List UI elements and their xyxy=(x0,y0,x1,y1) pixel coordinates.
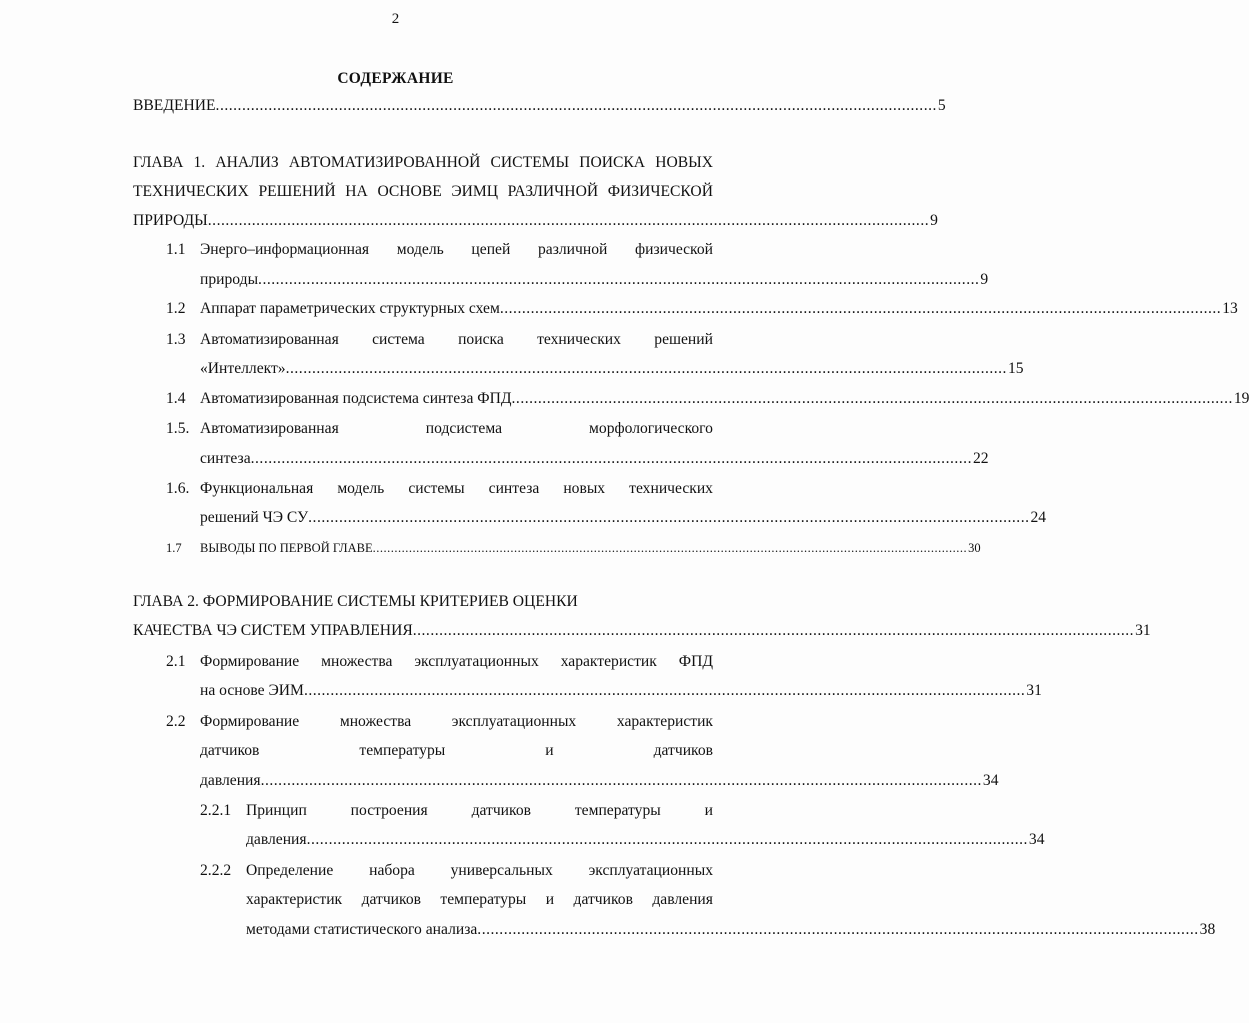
toc-word: характеристик xyxy=(616,713,713,730)
toc-section-1-7 xyxy=(200,538,981,558)
toc-word: Автоматизированная xyxy=(200,331,339,348)
toc-word: датчиков xyxy=(200,742,260,759)
toc-entry-label: КАЧЕСТВА ЧЭ СИСТЕМ УПРАВЛЕНИЯ xyxy=(133,622,413,639)
toc-section-number: 2.2.2 xyxy=(200,862,232,879)
toc-word: модель xyxy=(337,480,385,497)
toc-section-2-2-2-line-3 xyxy=(246,920,1216,940)
toc-word: Функциональная xyxy=(200,480,314,497)
toc-word: Формирование xyxy=(200,713,300,730)
toc-word: ГЛАВА xyxy=(133,154,184,171)
toc-word: температуры xyxy=(359,742,446,759)
toc-entry-intro xyxy=(133,96,946,116)
toc-page-number: 9 xyxy=(980,271,989,288)
toc-word: морфологического xyxy=(589,420,713,437)
toc-section-2-1-line-2 xyxy=(200,681,1042,701)
toc-word: поиска xyxy=(458,331,504,348)
toc-page-number: 34 xyxy=(982,772,999,789)
toc-word: датчиков xyxy=(471,802,531,819)
toc-page-number: 19 xyxy=(1233,390,1249,407)
toc-page-number: 15 xyxy=(1007,360,1024,377)
toc-section-2-2-1-line-2 xyxy=(246,830,1045,850)
toc-page-number: 34 xyxy=(1028,831,1045,848)
toc-leader: .................................................................................................................................................................... xyxy=(308,509,1030,526)
toc-word: датчиков xyxy=(361,891,421,908)
toc-section-1-4 xyxy=(200,389,1249,409)
toc-entry-label: Аппарат параметрических структурных схем xyxy=(200,300,500,317)
toc-section-2-2-line-2 xyxy=(200,741,713,761)
toc-entry-label: ВВЕДЕНИЕ xyxy=(133,97,216,114)
toc-word: Энерго–информационная xyxy=(200,241,370,258)
toc-word: РАЗЛИЧНОЙ xyxy=(507,183,599,200)
toc-section-2-2-line-1 xyxy=(200,712,713,732)
toc-entry-label: на основе ЭИМ xyxy=(200,682,304,699)
toc-leader: .................................................................................................................................................................... xyxy=(306,831,1028,848)
toc-word: Автоматизированная xyxy=(200,420,339,437)
toc-entry-label: методами статистического анализа xyxy=(246,921,478,938)
toc-entry-label: Автоматизированная подсистема синтеза ФПД xyxy=(200,390,512,407)
toc-page-number: 24 xyxy=(1030,509,1047,526)
toc-word: АВТОМАТИЗИРОВАННОЙ xyxy=(288,154,481,171)
toc-page-number: 13 xyxy=(1222,300,1238,317)
toc-section-1-5-line-1 xyxy=(200,419,713,439)
page-number: 2 xyxy=(391,11,400,27)
toc-word: цепей xyxy=(471,241,511,258)
toc-word: температуры xyxy=(574,802,661,819)
toc-word: ФИЗИЧЕСКОЙ xyxy=(607,183,713,200)
toc-word: температуры xyxy=(440,891,527,908)
toc-word: ФПД xyxy=(678,653,713,670)
toc-word: и xyxy=(545,742,554,759)
toc-leader: .................................................................................................................................................................... xyxy=(215,97,937,114)
toc-page-number: 22 xyxy=(972,450,989,467)
toc-word: различной xyxy=(538,241,608,258)
toc-chapter-2-line-1: ГЛАВА 2. ФОРМИРОВАНИЕ СИСТЕМЫ КРИТЕРИЕВ ОЦЕНКИ xyxy=(133,593,578,610)
toc-leader: .................................................................................................................................................................... xyxy=(499,300,1222,317)
toc-section-number: 2.2 xyxy=(166,713,186,730)
toc-chapter-1-line-2 xyxy=(133,182,713,202)
toc-word: системы xyxy=(408,480,465,497)
toc-word: система xyxy=(372,331,425,348)
toc-word: подсистема xyxy=(425,420,503,437)
toc-entry-label: давления xyxy=(246,831,307,848)
toc-section-2-2-2-line-2 xyxy=(246,890,713,910)
toc-word: Принцип xyxy=(246,802,307,819)
toc-word: АНАЛИЗ xyxy=(215,154,279,171)
toc-section-2-2-2-line-1 xyxy=(246,861,713,881)
toc-word: эксплуатационных xyxy=(451,713,577,730)
toc-section-number: 1.2 xyxy=(166,300,186,317)
toc-page-number: 5 xyxy=(937,97,946,114)
toc-word: модель xyxy=(396,241,444,258)
toc-word: СИСТЕМЫ xyxy=(490,154,570,171)
toc-section-number: 2.2.1 xyxy=(200,802,232,819)
toc-section-number: 1.6. xyxy=(166,480,190,497)
toc-section-2-1-line-1 xyxy=(200,652,713,672)
toc-chapter-2-line-2 xyxy=(133,621,1151,641)
toc-word: построения xyxy=(350,802,428,819)
toc-section-number: 1.4 xyxy=(166,390,186,407)
toc-word: Определение xyxy=(246,862,334,879)
toc-word: давления xyxy=(652,891,713,908)
toc-section-number: 2.1 xyxy=(166,653,186,670)
toc-word: новых xyxy=(563,480,606,497)
toc-word: универсальных xyxy=(450,862,553,879)
toc-leader: .................................................................................................................................................................... xyxy=(303,682,1026,699)
toc-chapter-1-line-1 xyxy=(133,153,713,173)
toc-word: ПОИСКА xyxy=(579,154,646,171)
toc-word: ЭИМЦ xyxy=(451,183,499,200)
toc-word: датчиков xyxy=(653,742,713,759)
toc-word: решений xyxy=(654,331,713,348)
toc-entry-label: решений ЧЭ СУ xyxy=(200,509,309,526)
toc-section-2-2-line-3 xyxy=(200,771,999,791)
toc-leader: .................................................................................................................................................................... xyxy=(511,390,1233,407)
toc-section-number: 1.1 xyxy=(166,241,186,258)
toc-section-2-2-1-line-1 xyxy=(246,801,713,821)
toc-entry-label: давления xyxy=(200,772,261,789)
toc-word: и xyxy=(545,891,555,908)
toc-section-1-1-line-2 xyxy=(200,270,989,290)
toc-word: множества xyxy=(339,713,412,730)
toc-word: ОСНОВЕ xyxy=(377,183,442,200)
toc-word: синтеза xyxy=(488,480,540,497)
toc-word: набора xyxy=(369,862,415,879)
toc-section-1-2 xyxy=(200,299,1238,319)
toc-word: 1. xyxy=(193,154,206,171)
toc-leader: .................................................................................................................................................................... xyxy=(477,921,1199,938)
toc-entry-label: ПРИРОДЫ xyxy=(133,212,208,229)
toc-word: эксплуатационных xyxy=(414,653,539,670)
toc-section-number: 1.7 xyxy=(166,541,182,555)
toc-word: ТЕХНИЧЕСКИХ xyxy=(133,183,249,200)
toc-section-1-3-line-2 xyxy=(200,359,1024,379)
toc-leader: .................................................................................................................................................................... xyxy=(258,271,980,288)
toc-page-number: 31 xyxy=(1026,682,1042,699)
toc-chapter-1-line-3 xyxy=(133,211,938,231)
toc-word: технических xyxy=(537,331,621,348)
toc-page-number: 38 xyxy=(1199,921,1216,938)
toc-section-1-5-line-2 xyxy=(200,449,989,469)
toc-section-1-6-line-2 xyxy=(200,508,1047,528)
toc-word: множества xyxy=(321,653,393,670)
toc-word: технических xyxy=(629,480,713,497)
toc-entry-label: ВЫВОДЫ ПО ПЕРВОЙ ГЛАВЕ xyxy=(200,541,373,555)
toc-leader: .................................................................................................................................................................... xyxy=(412,622,1135,639)
toc-leader: .................................................................................................................................................................... xyxy=(260,772,982,789)
toc-page-number: 9 xyxy=(930,212,938,229)
toc-section-number: 1.3 xyxy=(166,331,186,348)
toc-word: и xyxy=(704,802,713,819)
toc-word: эксплуатационных xyxy=(588,862,713,879)
toc-leader: .................................................................................................................................................................... xyxy=(372,541,968,555)
toc-word: характеристик xyxy=(246,891,343,908)
toc-leader: .................................................................................................................................................................... xyxy=(207,212,930,229)
toc-word: НОВЫХ xyxy=(655,154,713,171)
toc-word: датчиков xyxy=(573,891,633,908)
toc-page-number: 30 xyxy=(968,541,981,555)
toc-entry-label: синтеза xyxy=(200,450,251,467)
page-title: СОДЕРЖАНИЕ xyxy=(337,70,454,87)
toc-leader: .................................................................................................................................................................... xyxy=(285,360,1007,377)
toc-word: НА xyxy=(345,183,368,200)
toc-section-1-3-line-1 xyxy=(200,330,713,350)
toc-word: РЕШЕНИЙ xyxy=(258,183,336,200)
toc-section-1-6-line-1 xyxy=(200,479,713,499)
toc-leader: .................................................................................................................................................................... xyxy=(250,450,972,467)
toc-page-number: 31 xyxy=(1135,622,1151,639)
toc-word: Формирование xyxy=(200,653,300,670)
toc-entry-label: «Интеллект» xyxy=(200,360,286,377)
toc-section-number: 1.5. xyxy=(166,420,190,437)
toc-word: физической xyxy=(635,241,713,258)
toc-word: характеристик xyxy=(560,653,657,670)
toc-section-1-1-line-1 xyxy=(200,240,713,260)
toc-entry-label: природы xyxy=(200,271,259,288)
